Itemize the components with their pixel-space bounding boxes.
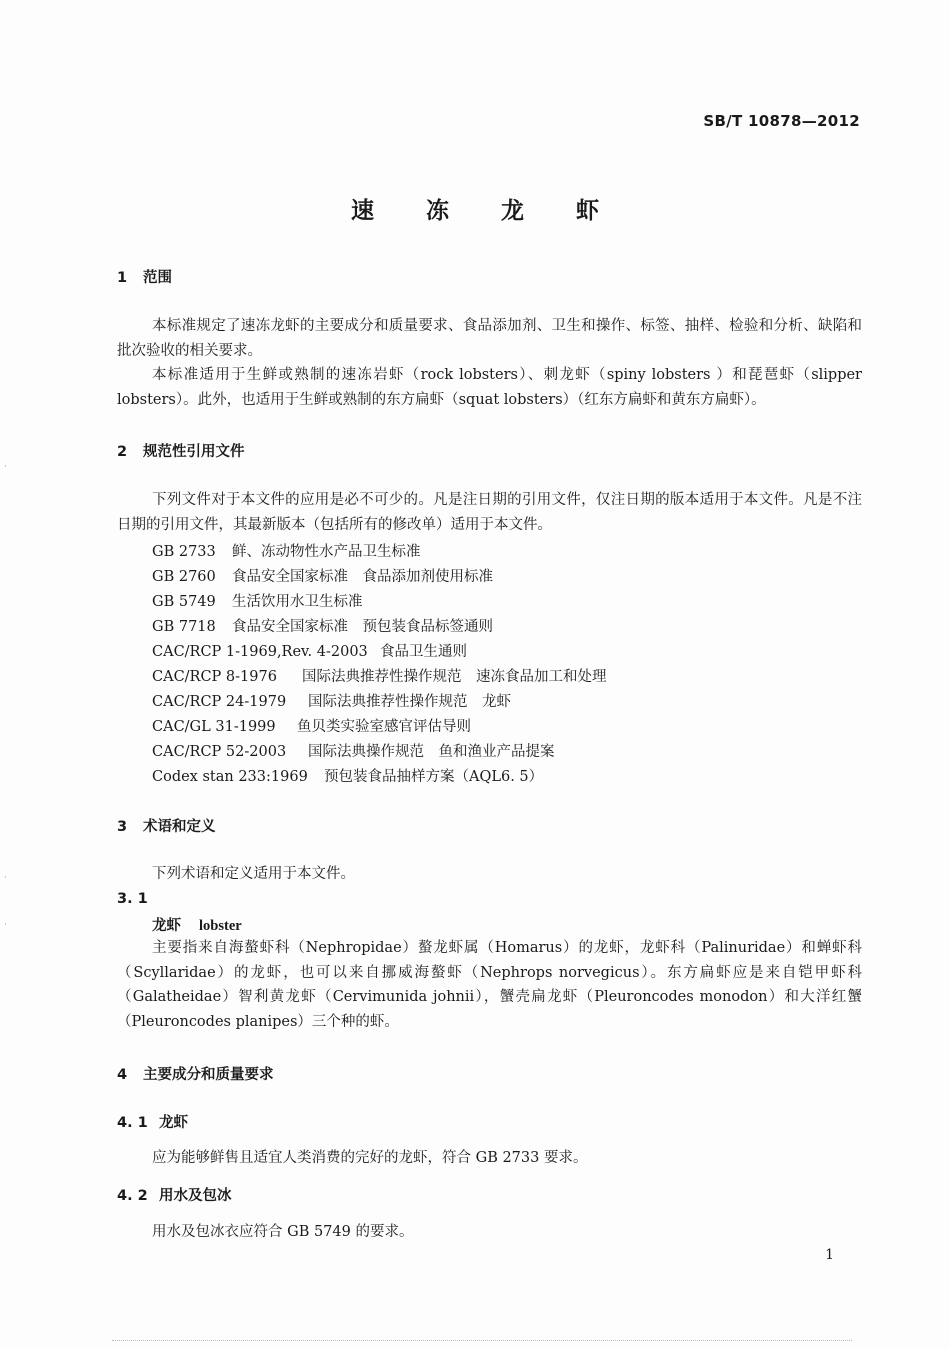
reference-item: [152, 540, 421, 561]
document-title: 速 冻 龙 虾: [350, 198, 622, 224]
scan-speck: ·: [4, 920, 7, 930]
section-2-heading: [117, 440, 245, 461]
subsection-3-1-number: 3. 1: [117, 891, 148, 907]
term-entry: [152, 914, 242, 935]
scope-paragraph-1: 本标准规定了速冻龙虾的主要成分和质量要求、食品添加剂、卫生和操作、标签、抽样、检验和分析、缺陷和批次验收的相关要求。: [117, 318, 862, 359]
scope-paragraph-2: 本标准适用于生鲜或熟制的速冻岩虾（rock lobsters）、刺龙虾（spiny lobsters ）和琵琶虾（slipper lobsters）。此外，也适用于生鲜或熟制的东方扁虾（squat lobsters）（红东方扁虾和黄东方扁虾）。: [117, 367, 862, 408]
reference-code: GB 2733: [152, 544, 216, 560]
scan-speck: ·: [4, 462, 7, 472]
reference-code: CAC/GL 31-1999: [152, 719, 276, 735]
section-1-heading: [117, 266, 172, 287]
terms-intro: 下列术语和定义适用于本文件。: [152, 866, 355, 882]
reference-item: [152, 565, 493, 586]
section-title: 术语和定义: [143, 819, 216, 835]
section-number: 3: [117, 819, 128, 835]
subsection-title: 用水及包冰: [159, 1188, 232, 1204]
subsection-number: 4. 1: [117, 1115, 148, 1131]
page-number: 1: [825, 1247, 834, 1263]
reference-item: [152, 740, 555, 761]
term-definition: 主要指来自海螯虾科（Nephropidae）螯龙虾属（Homarus）的龙虾，龙虾科（Palinuridae）和蝉虾科（Scyllaridae）的龙虾，也可以来自挪威海螯虾（Nephrops norvegicus）。东方扁虾应是来自铠甲虾科（Galatheidae）智利黄龙虾（Cervimunida johnii），蟹壳扁龙虾（Pleuroncodes monodon）和大洋红蟹（Pleuroncodes planipes）三个种的虾。: [117, 940, 862, 1030]
subsection-4-1-text: 应为能够鲜售且适宜人类消费的完好的龙虾，符合 GB 2733 要求。: [152, 1150, 588, 1166]
section-title: 主要成分和质量要求: [143, 1067, 274, 1083]
reference-code: GB 7718: [152, 619, 216, 635]
reference-item: [152, 665, 607, 686]
section-number: 1: [117, 270, 128, 286]
subsection-number: 4. 2: [117, 1188, 148, 1204]
section-3-heading: [117, 815, 216, 836]
reference-item: [152, 640, 467, 661]
reference-title: 食品卫生通则: [380, 644, 467, 660]
section-4-heading: [117, 1063, 274, 1084]
subsection-title: 龙虾: [159, 1115, 188, 1131]
reference-code: GB 5749: [152, 594, 216, 610]
reference-item: [152, 590, 363, 611]
standard-number: SB/T 10878—2012: [703, 112, 860, 130]
subsection-4-2-text: 用水及包冰衣应符合 GB 5749 的要求。: [152, 1224, 414, 1240]
reference-title: 鱼贝类实验室感官评估导则: [297, 719, 471, 735]
reference-item: [152, 765, 543, 786]
reference-item: [152, 615, 493, 636]
reference-title: 食品安全国家标准 食品添加剂使用标准: [232, 569, 493, 585]
reference-code: Codex stan 233:1969: [152, 769, 308, 785]
reference-title: 生活饮用水卫生标准: [232, 594, 363, 610]
reference-item: [152, 690, 511, 711]
reference-item: [152, 715, 471, 736]
reference-code: GB 2760: [152, 569, 216, 585]
reference-code: CAC/RCP 24-1979: [152, 694, 287, 710]
reference-title: 食品安全国家标准 预包装食品标签通则: [232, 619, 493, 635]
reference-title: 国际法典推荐性操作规范 龙虾: [308, 694, 511, 710]
reference-title: 国际法典推荐性操作规范 速冻食品加工和处理: [302, 669, 607, 685]
scan-bottom-edge: [112, 1340, 852, 1341]
reference-code: CAC/RCP 8-1976: [152, 669, 277, 685]
references-intro: 下列文件对于本文件的应用是必不可少的。凡是注日期的引用文件，仅注日期的版本适用于本文件。凡是不注日期的引用文件，其最新版本（包括所有的修改单）适用于本文件。: [117, 492, 862, 533]
reference-code: CAC/RCP 52-2003: [152, 744, 287, 760]
reference-code: CAC/RCP 1-1969,Rev. 4-2003: [152, 644, 368, 660]
section-number: 2: [117, 444, 128, 460]
section-number: 4: [117, 1067, 128, 1083]
section-title: 范围: [143, 270, 172, 286]
subsection-4-2-heading: [117, 1184, 232, 1205]
scan-speck: ·: [4, 873, 7, 883]
reference-title: 鲜、冻动物性水产品卫生标准: [232, 544, 421, 560]
term-chinese: 龙虾: [152, 917, 181, 934]
term-english: lobster: [199, 918, 242, 934]
reference-title: 国际法典操作规范 鱼和渔业产品提案: [308, 744, 555, 760]
reference-title: 预包装食品抽样方案（AQL6. 5）: [324, 769, 544, 785]
subsection-4-1-heading: [117, 1111, 188, 1132]
section-title: 规范性引用文件: [143, 444, 245, 460]
